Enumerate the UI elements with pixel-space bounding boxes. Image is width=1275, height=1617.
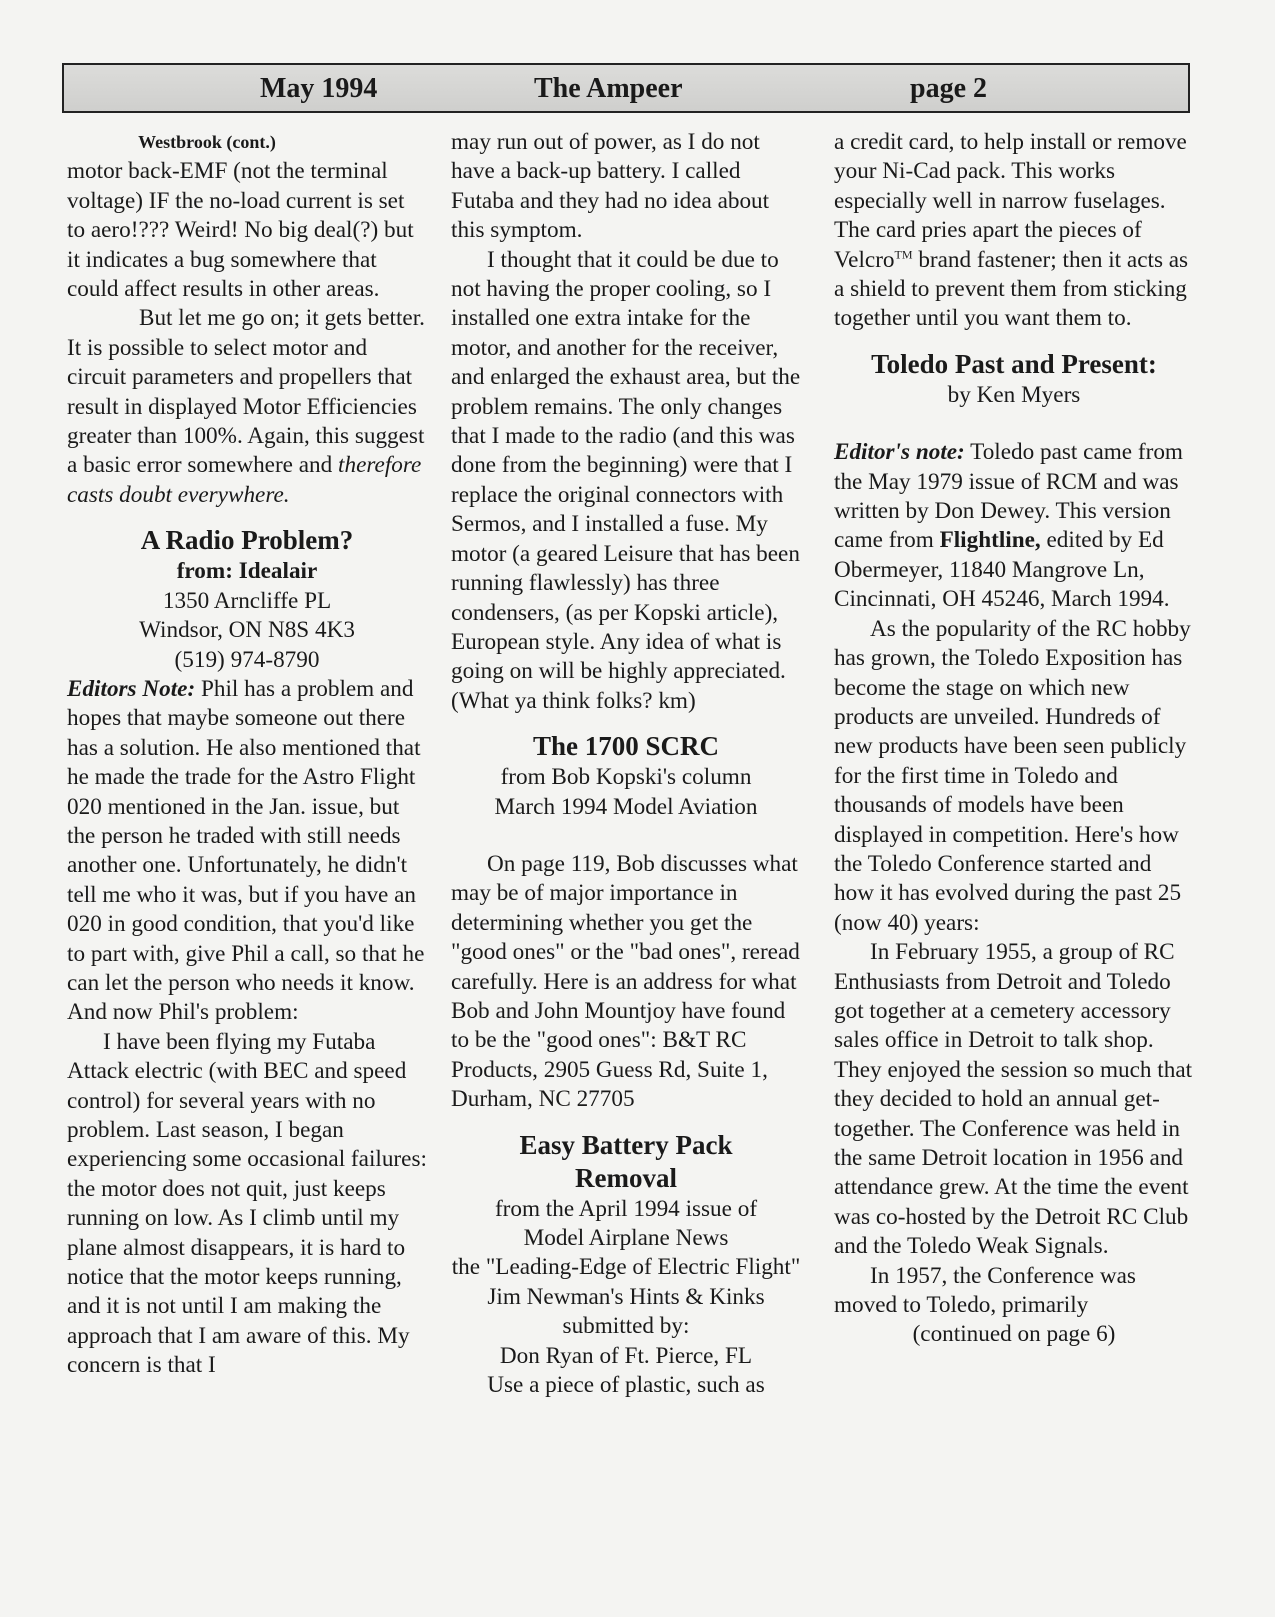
address-line-1: 1350 Arncliffe PL — [162, 587, 332, 614]
battery-pack-title-1: Easy Battery Pack — [519, 1129, 733, 1160]
westbrook-paragraph-1: motor back-EMF (not the terminal voltage) IF the no-load current is set to aero!??? Weird! No big deal(?) but it indicates a bug somewhere that could affect results in other areas. — [67, 158, 414, 303]
battery-paragraph-continued: a credit card, to help install or remove your Ni-Cad pack. This works especially well in narrow fuselages. The card pries apart the pieces of Velcro™ brand fastener; then it acts as a shield to prevent them from sticking together until you want them to. — [834, 129, 1189, 332]
newsletter-title: The Ampeer — [534, 73, 683, 104]
toledo-title: Toledo Past and Present: — [871, 348, 1157, 379]
scrc-source-2: March 1994 Model Aviation — [494, 793, 758, 820]
toledo-paragraph-2: In February 1955, a group of RC Enthusiasts from Detroit and Toledo got together at a cemetery accessory sales office in Detroit to talk shop. They enjoyed the session so much that they decided to hold an annual get-together. The Conference was held in the same Detroit location in 1956 and attendance grew. At the time the event was co-hosted by the Detroit RC Club and the Toledo Weak Signals. — [834, 939, 1193, 1260]
toledo-paragraph-1: As the popularity of the RC hobby has grown, the Toledo Exposition has become the stage on which new products are unveiled. Hundreds of new products have been seen publicly for the first time in Toledo and thousands of models have been displayed in competition. Here's how the Toledo Conference started and how it has evolved during the past 25 (now 40) years: — [834, 615, 1191, 936]
battery-paragraph-start: Use a piece of plastic, such as — [487, 1372, 765, 1399]
toledo-paragraph-3: In 1957, the Conference was moved to Toledo, primarily — [834, 1262, 1136, 1319]
battery-source-1: from the April 1994 issue of — [494, 1195, 758, 1222]
battery-source-2: Model Airplane News — [523, 1225, 729, 1251]
editors-note: Editors Note: Phil has a problem and hopes that maybe someone out there has a solution. He also mentioned that he made the trade for the Astro Flight 020 mentioned in the Jan. issue, but the person he traded with still needs another one. Unfortunately, he didn't tell me who it was, but if you have an 020 in good condition, that you'd like to part with, give Phil a call, so that he can let the person who needs it know. And now Phil's problem: — [67, 675, 425, 1026]
address-line-2: Windsor, ON N8S 4K3 — [139, 617, 355, 644]
battery-pack-title-2: Removal — [575, 1162, 677, 1193]
westbrook-paragraph-2: But let me go on; it gets better. It is possible to select motor and circuit parameters and propellers that result in displayed Motor Efficiencies greater than 100%. Again, this suggest a basic error somewhere and therefore casts doubt everywhere. — [67, 305, 425, 508]
radio-problem-title: A Radio Problem? — [140, 525, 354, 556]
column-3 — [834, 128, 1194, 1350]
column-2 — [451, 128, 801, 1400]
scrc-title: The 1700 SCRC — [532, 731, 720, 762]
battery-source-3: the "Leading-Edge of Electric Flight" — [451, 1254, 801, 1281]
column-1 — [67, 128, 427, 1381]
battery-source-4: Jim Newman's Hints & Kinks — [487, 1283, 765, 1310]
continued-note: (continued on page 6) — [912, 1321, 1116, 1348]
radio-problem-source: from: Idealair — [176, 558, 318, 585]
radio-problem-paragraph: I have been flying my Futaba Attack electric (with BEC and speed control) for several years with no problem. Last season, I began experiencing some occasional failures: the motor does not quit, just keeps running on low. As I climb until my plane almost disappears, it is hard to notice that the motor keeps running, and it is not until I am making the approach that I am aware of this. My concern is that I — [67, 1028, 427, 1379]
scrc-source-1: from Bob Kopski's column — [500, 764, 752, 791]
page-number: page 2 — [910, 73, 987, 104]
battery-source-6: Don Ryan of Ft. Pierce, FL — [499, 1342, 753, 1369]
toledo-byline: by Ken Myers — [947, 381, 1081, 408]
radio-problem-paragraph-2: I thought that it could be due to not having the proper cooling, so I installed one extra intake for the motor, and another for the receiver, and enlarged the exhaust area, but the problem remains. The only changes that I made to the radio (and this was done from the beginning) were that I replace the original connectors with Sermos, and I installed a fuse. My motor (a geared Leisure that has been running flawlessly) has three condensers, (as per Kopski article), European style. Any idea of what is going on will be highly appreciated. (What ya think folks? km) — [451, 246, 801, 714]
scrc-paragraph: On page 119, Bob discusses what may be of major importance in determining whether you get the "good ones" or the "bad ones", reread carefully. Here is an address for what Bob and John Mountjoy have found to be the "good ones": B&T RC Products, 2905 Guess Rd, Suite 1, Durham, NC 27705 — [451, 850, 800, 1113]
continued-heading: Westbrook (cont.) — [138, 132, 276, 152]
phone-number: (519) 974-8790 — [174, 646, 320, 673]
toledo-editors-note: Editor's note: Toledo past came from the May 1979 issue of RCM and was written by Don Dewey. This version came from Flightline, edited by Ed Obermeyer, 11840 Mangrove Ln, Cincinnati, OH 45246, March 1994. — [834, 439, 1183, 613]
issue-date: May 1994 — [260, 73, 378, 104]
radio-problem-continued: may run out of power, as I do not have a back-up battery. I called Futaba and they had no idea about this symptom. — [451, 129, 770, 244]
battery-source-5: submitted by: — [562, 1313, 690, 1340]
page-header — [62, 63, 1190, 113]
